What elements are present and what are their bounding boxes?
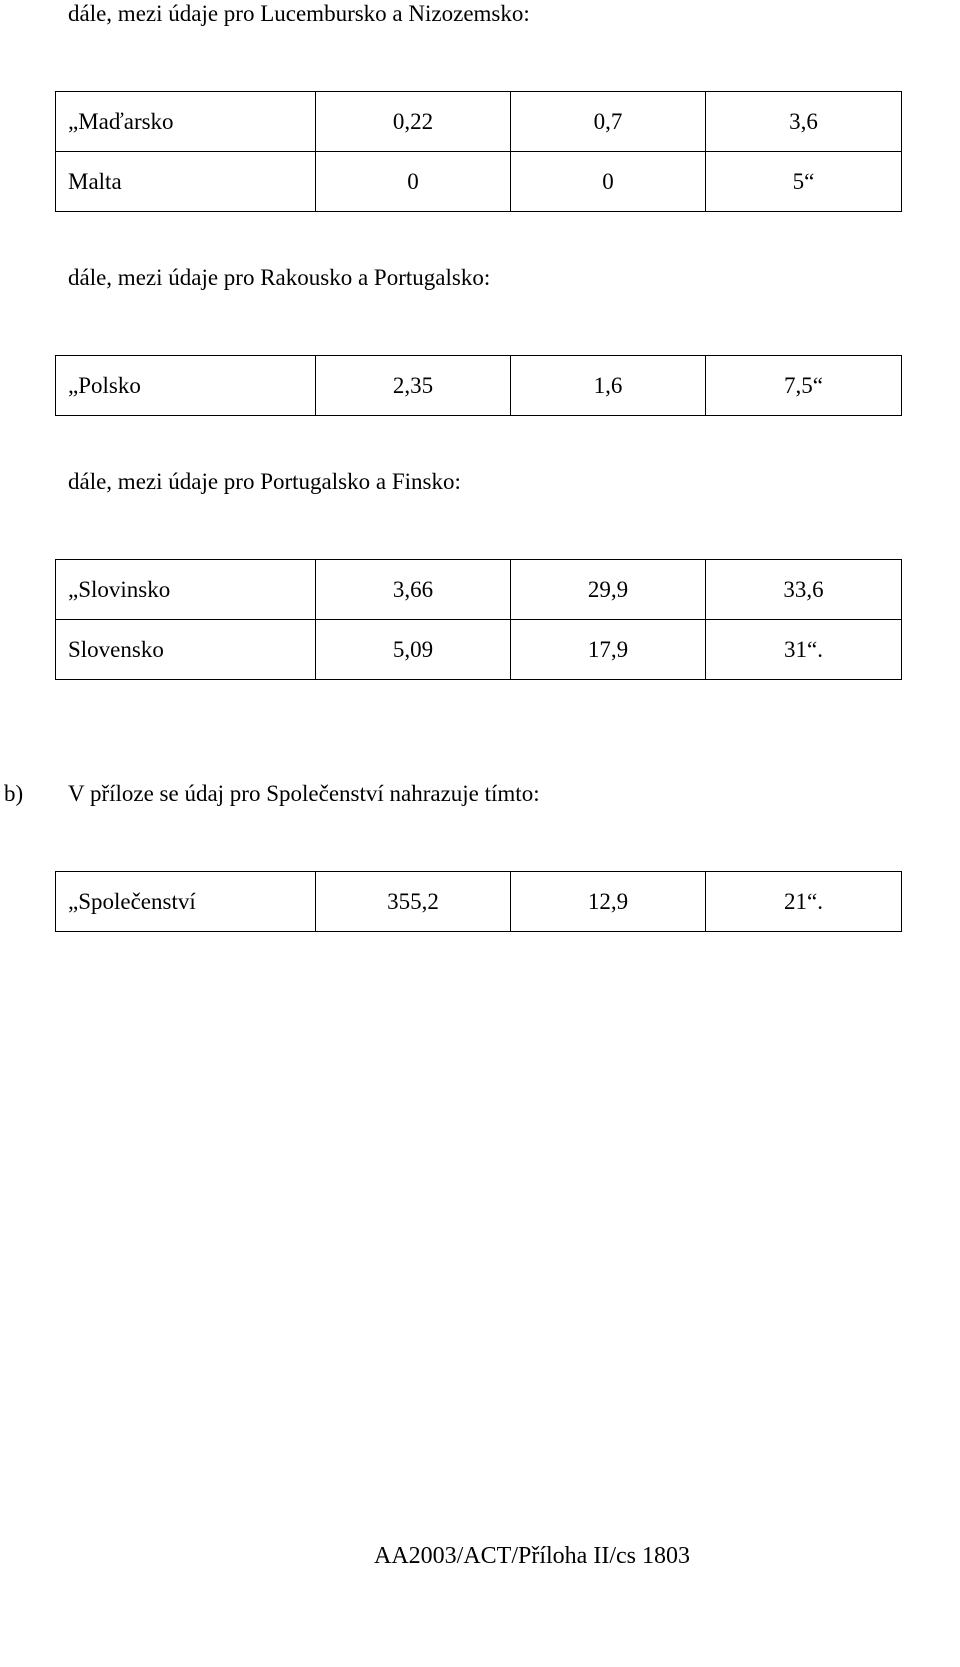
table-row xyxy=(56,560,902,620)
table-cell-country: „Společenství xyxy=(56,872,316,932)
table-cell-value: 5,09 xyxy=(316,620,511,680)
table-cell-value: 12,9 xyxy=(511,872,706,932)
table-cell-value: 2,35 xyxy=(316,356,511,416)
table-cell-value: 17,9 xyxy=(511,620,706,680)
table-cell-value: 33,6 xyxy=(706,560,902,620)
table-cell-value: 0 xyxy=(316,152,511,212)
table-row xyxy=(56,92,902,152)
table-cell-value: 21“. xyxy=(706,872,902,932)
data-table-3 xyxy=(55,559,902,680)
item-b-label: b) xyxy=(4,781,24,806)
intro-paragraph-2: dále, mezi údaje pro Rakousko a Portugalsko: xyxy=(68,265,491,290)
table-cell-value: 7,5“ xyxy=(706,356,902,416)
table-cell-value: 5“ xyxy=(706,152,902,212)
document-reference-footer: AA2003/ACT/Příloha II/cs 1803 xyxy=(374,1543,690,1569)
table-cell-value: 355,2 xyxy=(316,872,511,932)
table-row xyxy=(56,872,902,932)
table-cell-country: Malta xyxy=(56,152,316,212)
table-cell-value: 0,7 xyxy=(511,92,706,152)
table-cell-value: 3,6 xyxy=(706,92,902,152)
table-cell-value: 1,6 xyxy=(511,356,706,416)
table-cell-value: 0,22 xyxy=(316,92,511,152)
table-cell-country: Slovensko xyxy=(56,620,316,680)
table-row xyxy=(56,356,902,416)
item-b-text: V příloze se údaj pro Společenství nahrazuje tímto: xyxy=(68,781,540,806)
data-table-4 xyxy=(55,871,902,932)
data-table-1 xyxy=(55,91,902,212)
intro-paragraph-1: dále, mezi údaje pro Lucembursko a Nizozemsko: xyxy=(68,1,530,26)
table-cell-value: 3,66 xyxy=(316,560,511,620)
data-table-2 xyxy=(55,355,902,416)
table-cell-country: „Slovinsko xyxy=(56,560,316,620)
table-row xyxy=(56,620,902,680)
table-cell-value: 0 xyxy=(511,152,706,212)
table-cell-value: 29,9 xyxy=(511,560,706,620)
table-row xyxy=(56,152,902,212)
table-cell-value: 31“. xyxy=(706,620,902,680)
table-cell-country: „Maďarsko xyxy=(56,92,316,152)
table-cell-country: „Polsko xyxy=(56,356,316,416)
intro-paragraph-3: dále, mezi údaje pro Portugalsko a Finsko: xyxy=(68,469,461,494)
